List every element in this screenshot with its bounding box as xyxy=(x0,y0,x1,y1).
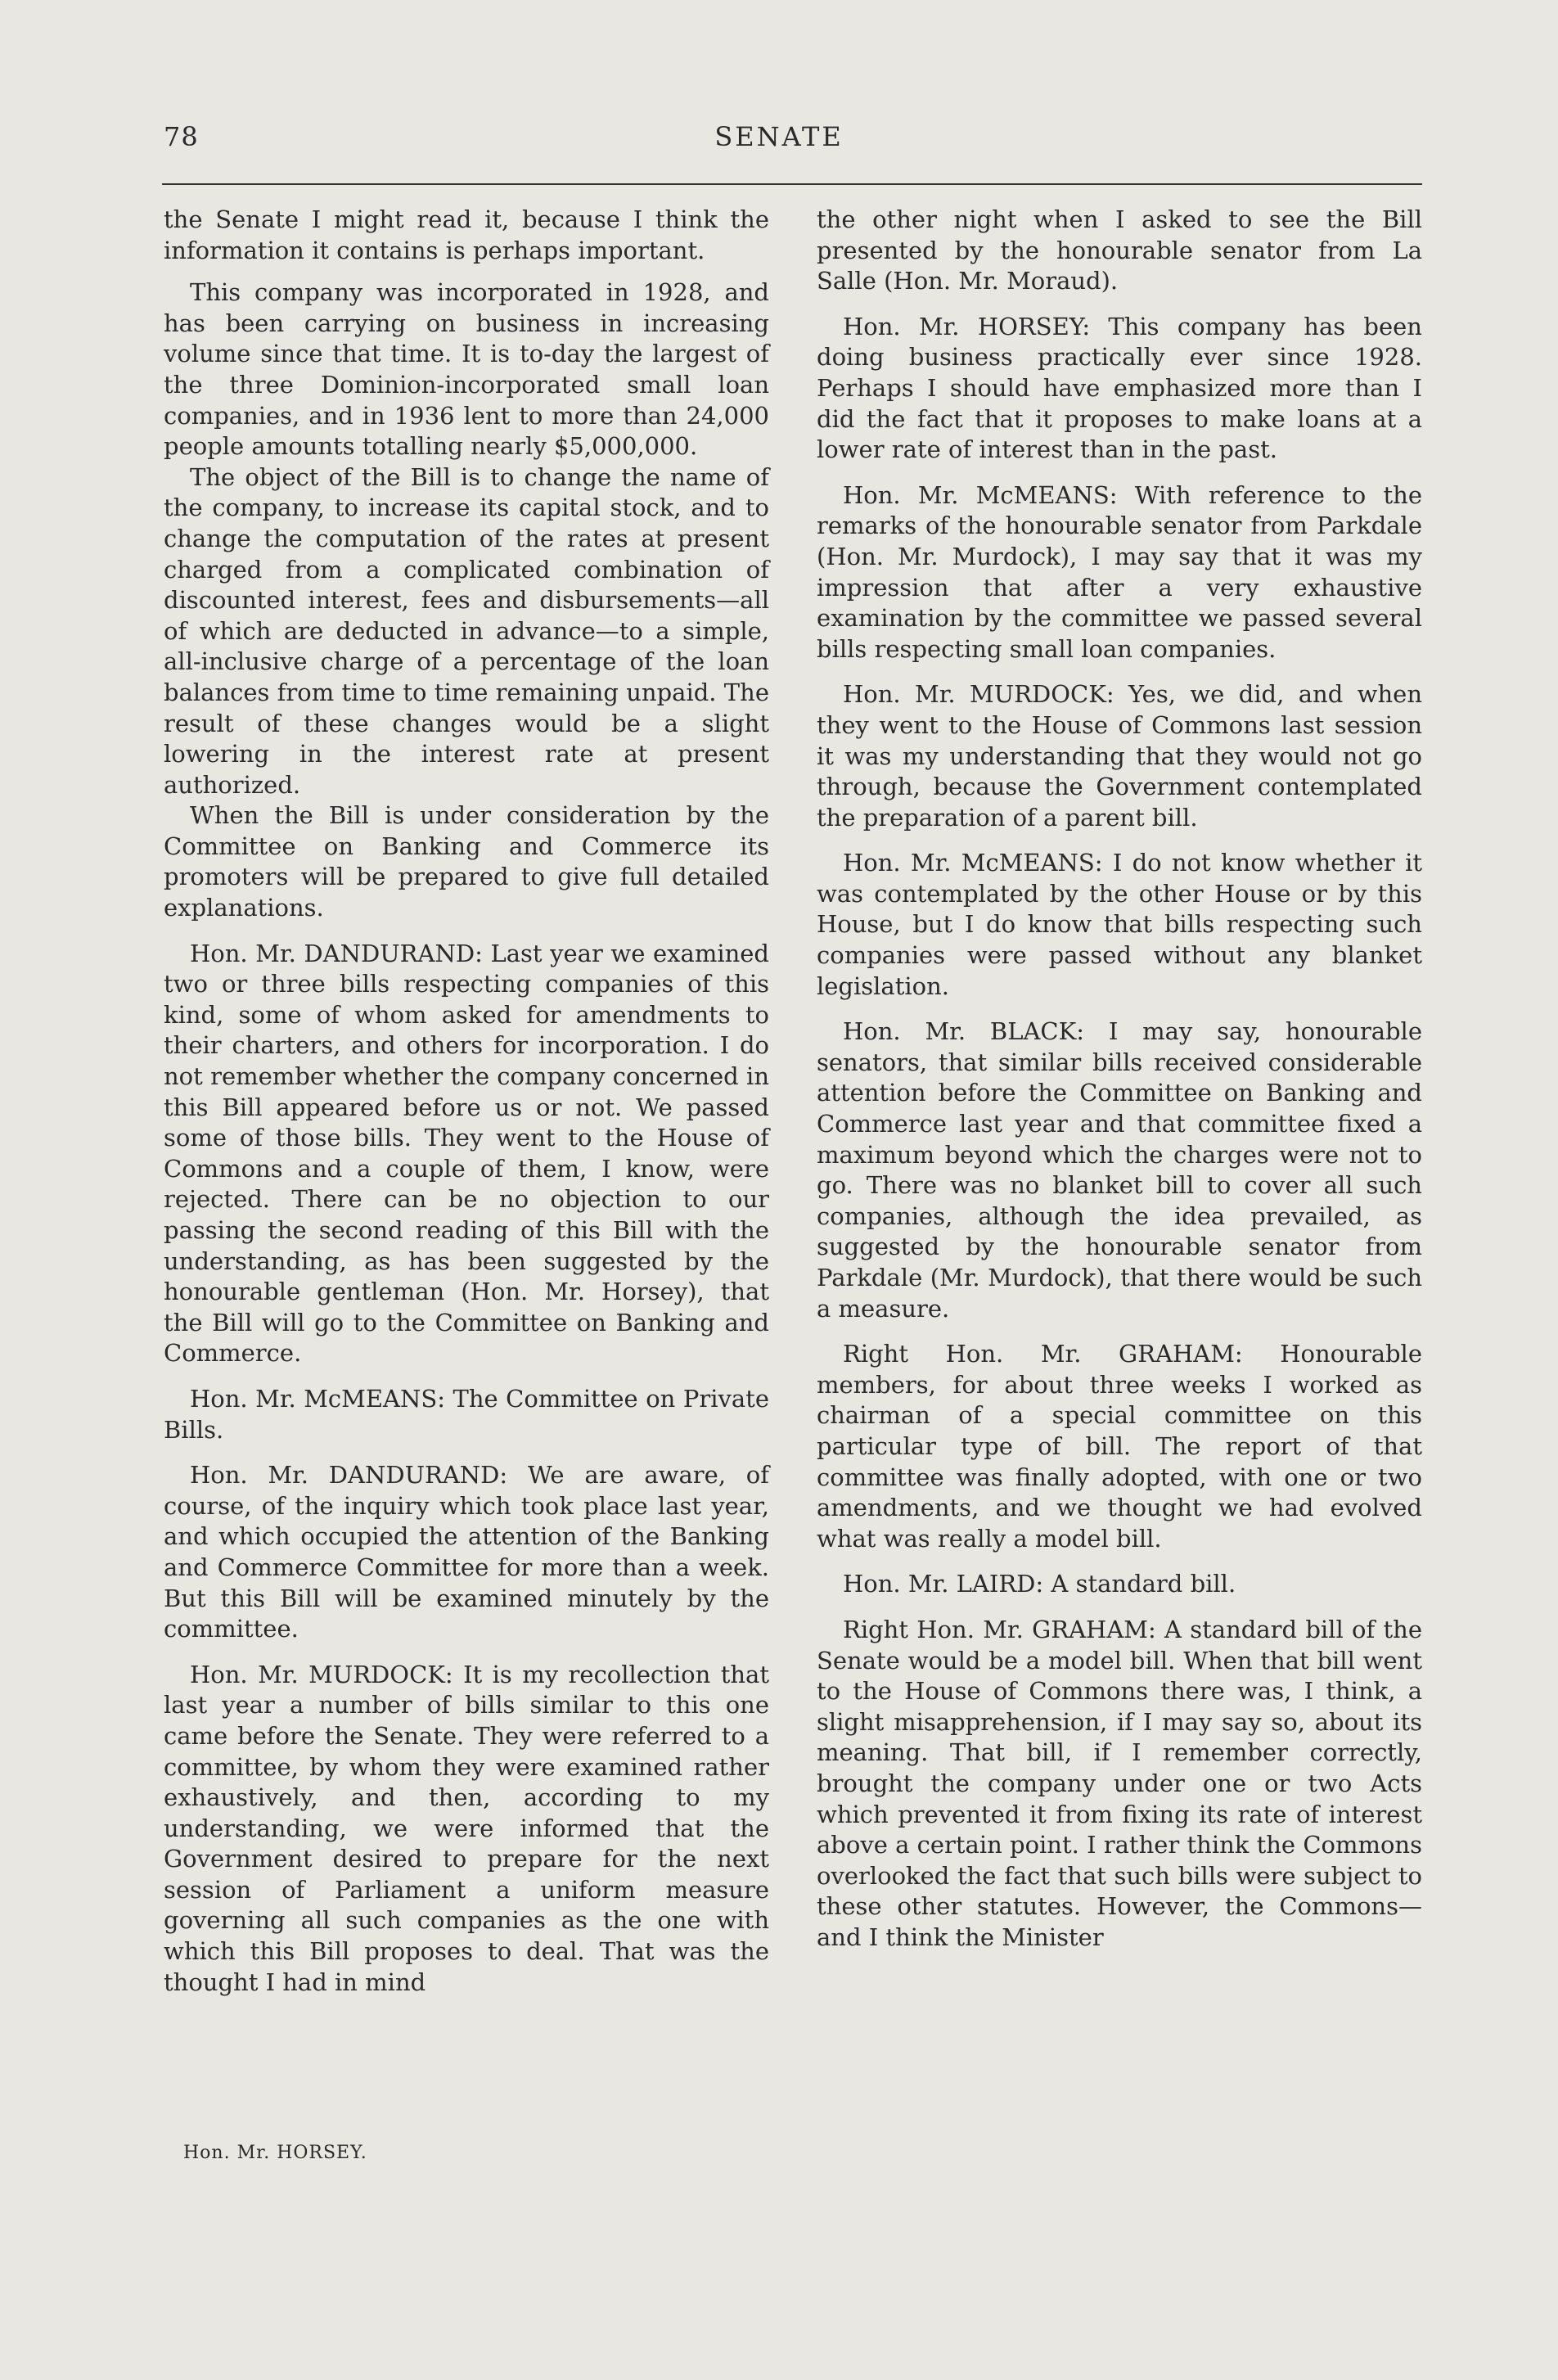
left-column xyxy=(164,205,769,1998)
right-column xyxy=(817,205,1422,1953)
paragraph: The object of the Bill is to change the name of the company, to increase its capital stock, and to change the computation of the rates at present charged from a complicated combination of discounted interest, fees and disbursements—all of which are deducted in advance—to a simple, all-inclusive charge of a percentage of the loan balances from time to time remaining unpaid. The result of these changes would be a slight lowering in the interest rate at present authorized. xyxy=(164,462,769,799)
paragraph: When the Bill is under consideration by the Committee on Banking and Commerce its promoters will be prepared to give full detailed explanations. xyxy=(164,801,769,922)
speech-murdock: Hon. Mr. MURDOCK: Yes, we did, and when they went to the House of Commons last session it was my understanding that they would not go through, because the Government contemplated the preparation of a parent bill. xyxy=(817,680,1422,832)
speech-mcmeans: Hon. Mr. McMEANS: I do not know whether it was contemplated by the other House or by this House, but I do know that bills respecting such companies were passed without any blanket legislation. xyxy=(817,849,1422,1000)
speech-horsey: Hon. Mr. HORSEY: This company has been doing business practically ever since 1928. Perhaps I should have emphasized more than I did the fact that it proposes to make loans at a lower rate of interest than in the past. xyxy=(817,312,1422,464)
speech-dandurand: Hon. Mr. DANDURAND: We are aware, of course, of the inquiry which took place last year, and which occupied the attention of the Banking and Commerce Committee for more than a week. But this Bill will be examined minutely by the committee. xyxy=(164,1461,769,1643)
speech-laird: Hon. Mr. LAIRD: A standard bill. xyxy=(843,1570,1236,1598)
running-head: SENATE xyxy=(714,121,844,152)
speech-murdock: Hon. Mr. MURDOCK: It is my recollection that last year a number of bills similar to this one came before the Senate. They were referred to a committee, by whom they were examined rather exhaustively, and then, according to my understanding, we were informed that the Government desired to prepare for the next session of Parliament a uniform measure governing all such companies as the one with which this Bill proposes to deal. That was the thought I had in mind xyxy=(164,1660,769,1996)
speech-graham: Right Hon. Mr. GRAHAM: Honourable members, for about three weeks I worked as chairman of a special committee on this particular type of bill. The report of that committee was finally adopted, with one or two amendments, and we thought we had evolved what was really a model bill. xyxy=(817,1340,1422,1553)
speech-mcmeans: Hon. Mr. McMEANS: The Committee on Private Bills. xyxy=(164,1384,769,1444)
speech-dandurand: Hon. Mr. DANDURAND: Last year we examined two or three bills respecting companies of this kind, some of whom asked for amendments to their charters, and others for incorporation. I do not remember whether the company concerned in this Bill appeared before us or not. We passed some of those bills. They went to the House of Commons and a couple of them, I know, were rejected. There can be no objection to our passing the second reading of this Bill with the understanding, as has been suggested by the honourable gentleman (Hon. Mr. Horsey), that the Bill will go to the Committee on Banking and Commerce. xyxy=(164,939,769,1368)
page-number: 78 xyxy=(164,121,199,152)
paragraph: This company was incorporated in 1928, and has been carrying on business in increasing volume since that time. It is to-day the largest of the three Dominion-incorporated small loan companies, and in 1936 lent to more than 24,000 people amounts totalling nearly $5,000,000. xyxy=(164,278,769,461)
speech-mcmeans: Hon. Mr. McMEANS: With reference to the remarks of the honourable senator from Parkdale (Hon. Mr. Murdock), I may say that it was my impression that after a very exhaustive examination by the committee we passed several bills respecting small loan companies. xyxy=(817,480,1422,663)
footer-speaker-note: Hon. Mr. HORSEY. xyxy=(183,2143,367,2163)
speech-graham: Right Hon. Mr. GRAHAM: A standard bill of the Senate would be a model bill. When that bill went to the House of Commons there was, I think, a slight misapprehension, if I may say so, about its meaning. That bill, if I remember correctly, brought the company under one or two Acts which prevented it from fixing its rate of interest above a certain point. I rather think the Commons overlooked the fact that such bills were subject to these other statutes. However, the Commons—and I think the Minister xyxy=(817,1615,1422,1951)
paragraph: the Senate I might read it, because I think the information it contains is perhaps important. xyxy=(164,205,769,264)
paragraph: the other night when I asked to see the Bill presented by the honourable senator from La Salle (Hon. Mr. Moraud). xyxy=(817,205,1422,295)
speech-black: Hon. Mr. BLACK: I may say, honourable senators, that similar bills received considerable attention before the Committee on Banking and Commerce last year and that committee fixed a maximum beyond which the charges were not to go. There was no blanket bill to cover all such companies, although the idea prevailed, as suggested by the honourable senator from Parkdale (Mr. Murdock), that there would be such a measure. xyxy=(817,1017,1422,1323)
header-rule xyxy=(162,183,1422,185)
